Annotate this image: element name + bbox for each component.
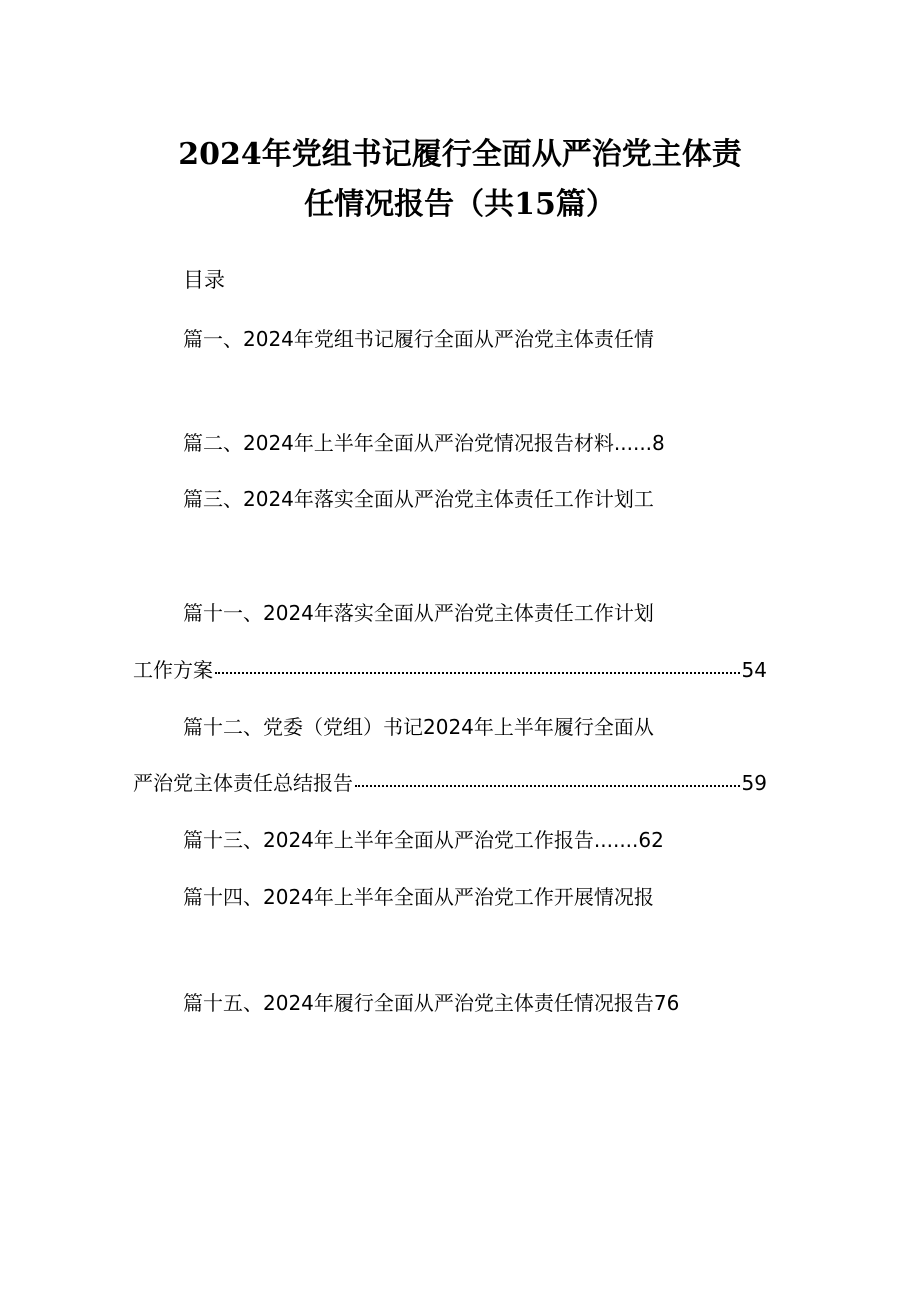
toc-entry-11[interactable]: 篇十一、2024年落实全面从严治党主体责任工作计划 [183,601,654,625]
toc-entry-1[interactable]: 篇一、2024年党组书记履行全面从严治党主体责任情 [183,327,654,351]
toc-entry-12-page-number: 59 [741,771,767,795]
toc-heading: 目录 [183,268,225,292]
toc-entry-13[interactable]: 篇十三、2024年上半年全面从严治党工作报告.......62 [183,828,664,852]
document-title-line-2: 任情况报告（共15篇） [304,187,616,222]
toc-entry-11-continuation[interactable] [133,660,767,680]
toc-entry-3[interactable]: 篇三、2024年落实全面从严治党主体责任工作计划工 [183,487,654,511]
toc-entry-14[interactable]: 篇十四、2024年上半年全面从严治党工作开展情况报 [183,885,654,909]
document-title-line-1: 2024年党组书记履行全面从严治党主体责 [178,137,742,172]
toc-leader-dots [355,785,740,787]
toc-entry-12-continuation-text: 严治党主体责任总结报告 [133,771,353,795]
toc-entry-12[interactable]: 篇十二、党委（党组）书记2024年上半年履行全面从 [183,715,654,739]
toc-entry-11-page-number: 54 [741,658,767,682]
toc-leader-dots [215,672,740,674]
toc-entry-2[interactable]: 篇二、2024年上半年全面从严治党情况报告材料......8 [183,431,665,455]
toc-entry-11-continuation-text: 工作方案 [133,658,213,682]
toc-entry-15[interactable]: 篇十五、2024年履行全面从严治党主体责任情况报告76 [183,991,680,1015]
toc-entry-12-continuation[interactable] [133,773,767,793]
